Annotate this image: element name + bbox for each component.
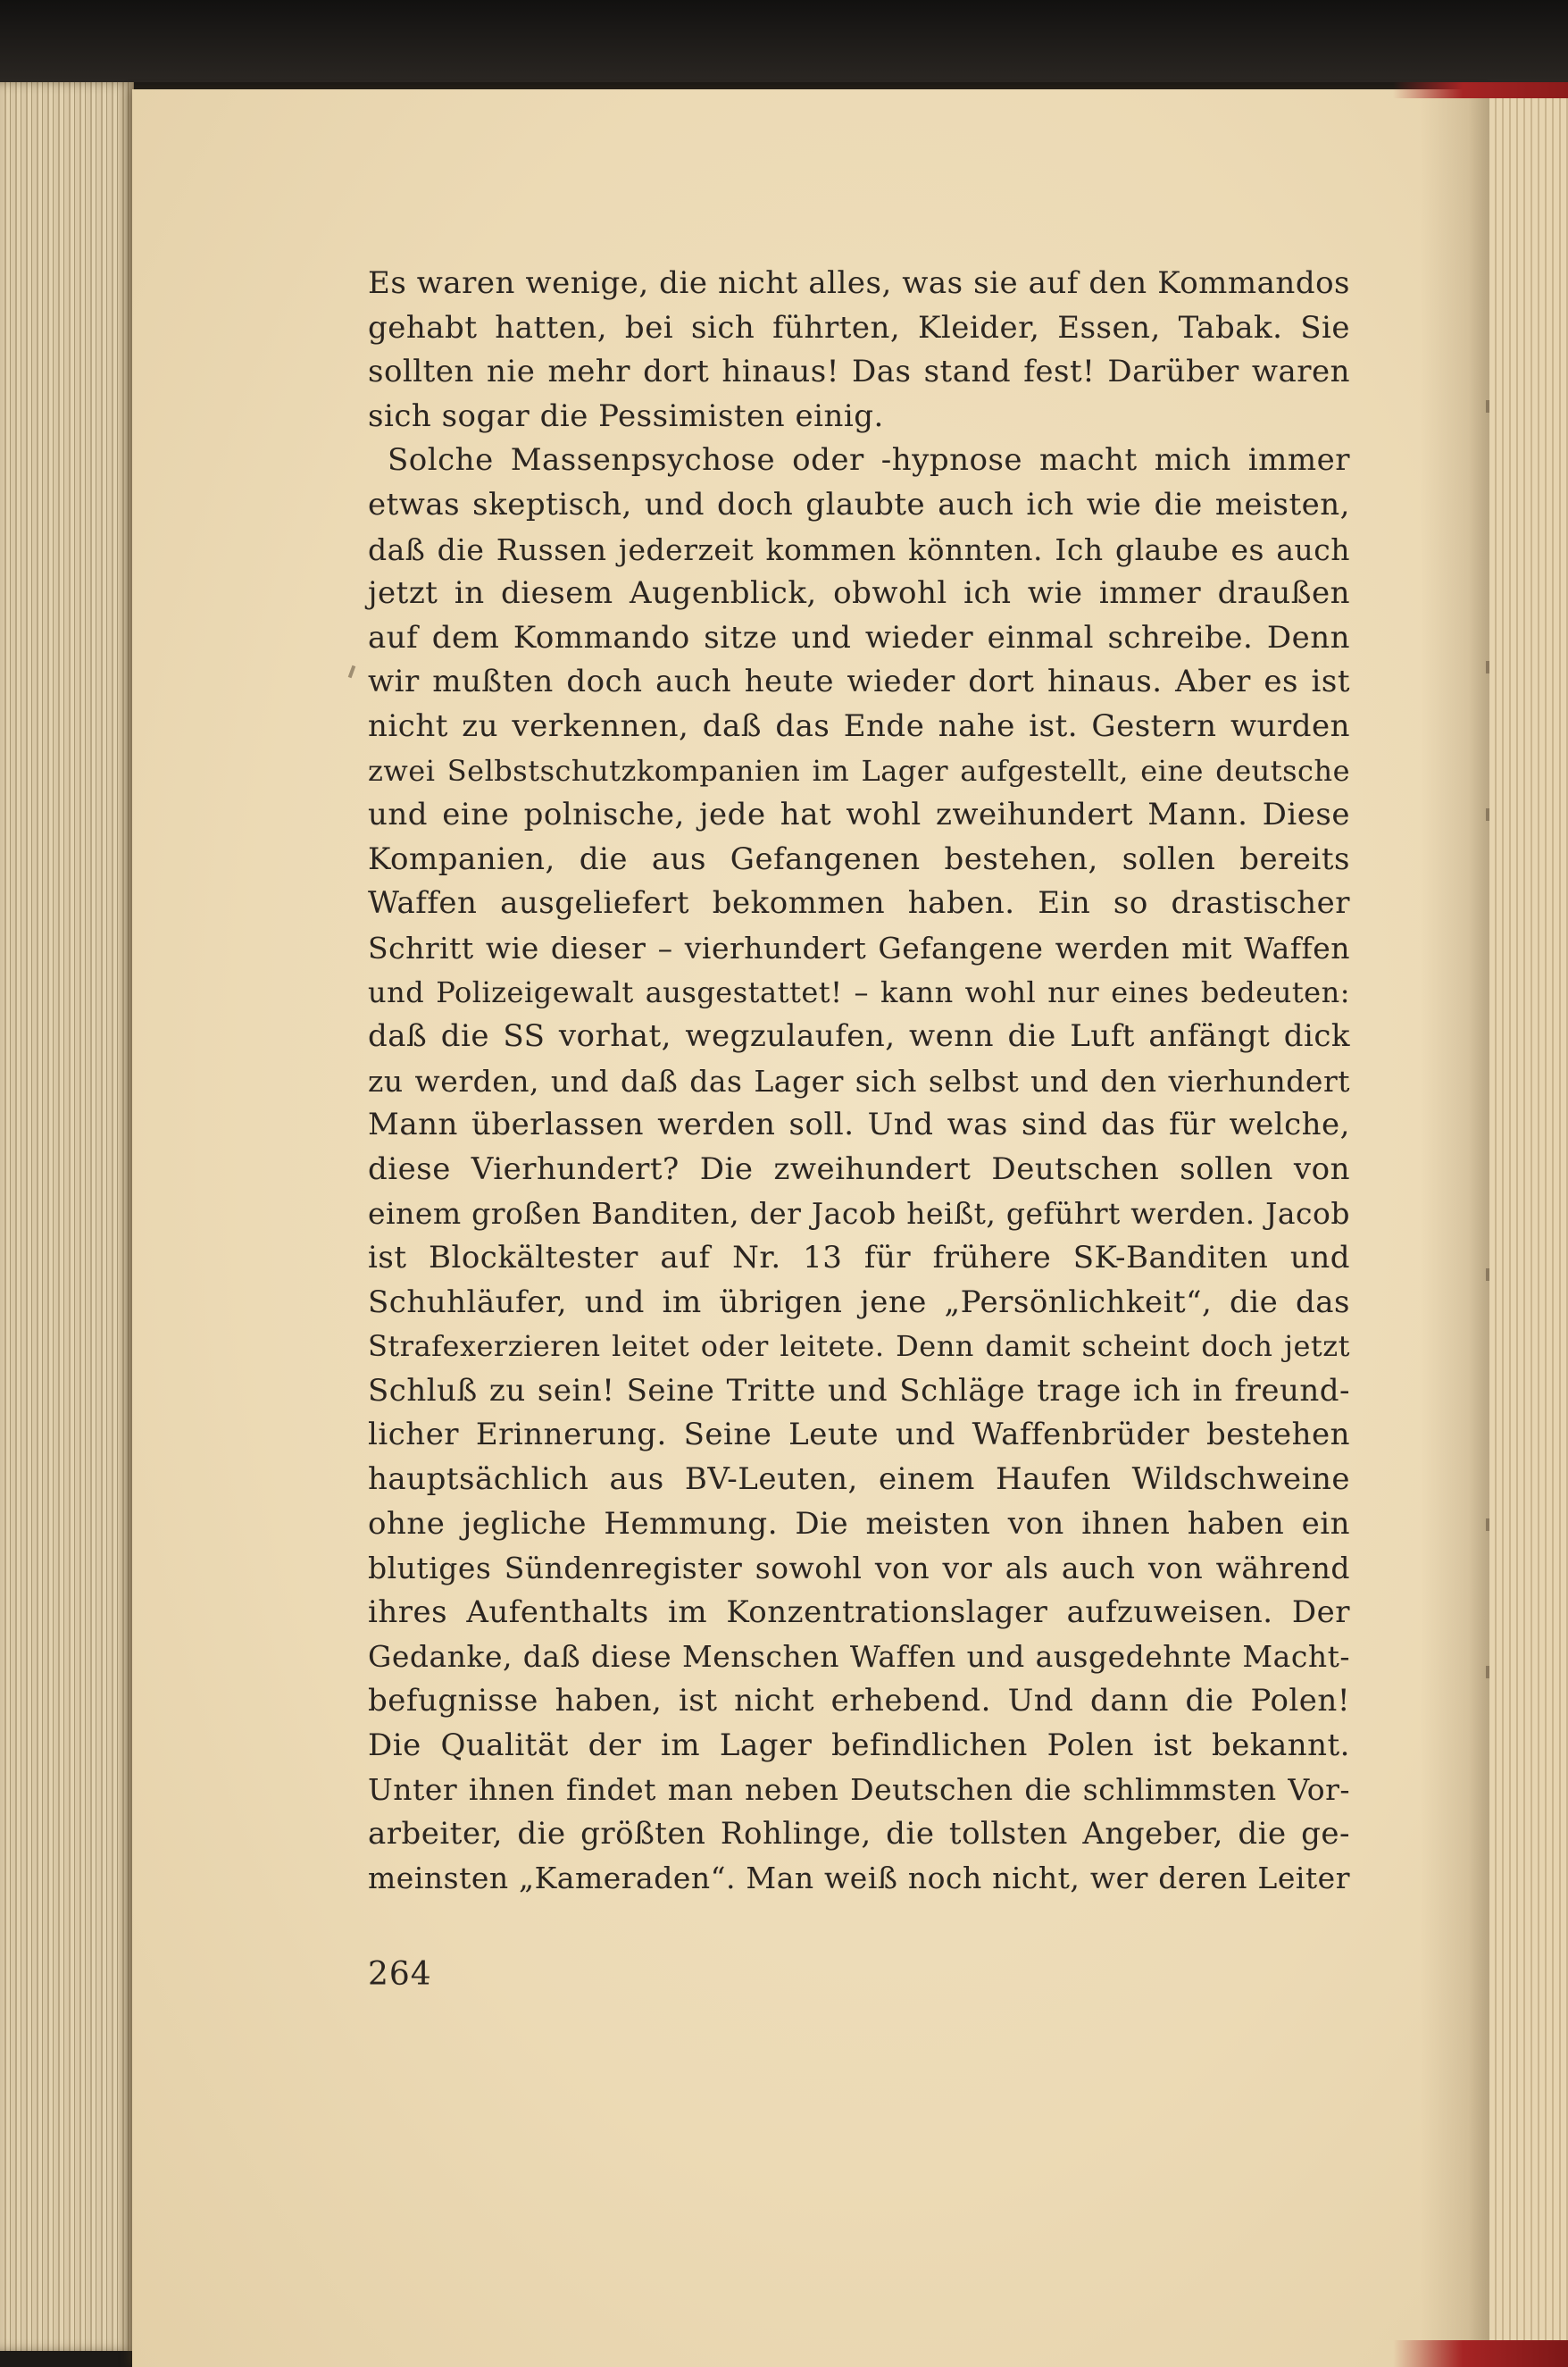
text-line: ohne jegliche Hemmung. Die meisten von ihnen haben ein [368, 1505, 1350, 1542]
text-line: Strafexerzieren leitet oder leitete. Denn damit scheint doch jetzt [368, 1329, 1350, 1364]
text-line: Die Qualität der im Lager befindlichen Polen ist bekannt. [368, 1727, 1350, 1763]
text-line: sollten nie mehr dort hinaus! Das stand fest! Darüber waren [368, 354, 1350, 390]
text-line: Es waren wenige, die nicht alles, was sie auf den Kommandos [368, 265, 1350, 301]
text-line: Schritt wie dieser – vierhundert Gefangene werden mit Waffen [368, 930, 1350, 966]
text-line: einem großen Banditen, der Jacob heißt, geführt werden. Jacob [368, 1196, 1350, 1232]
text-line: hauptsächlich aus BV-Leuten, einem Haufen Wildschweine [368, 1461, 1350, 1498]
page-number: 264 [368, 1956, 432, 1993]
body-text [368, 262, 1350, 1901]
margin-mark [1486, 400, 1489, 413]
margin-mark [1486, 1268, 1489, 1281]
text-line: gehabt hatten, bei sich führten, Kleider, Essen, Tabak. Sie [368, 309, 1350, 346]
text-line: sich sogar die Pessimisten einig. [368, 397, 884, 434]
text-line: wir mußten doch auch heute wieder dort hinaus. Aber es ist [368, 664, 1350, 700]
text-line: Kompanien, die aus Gefangenen bestehen, sollen bereits [368, 841, 1350, 877]
margin-mark [1486, 661, 1489, 673]
text-line: und Polizeigewalt ausgestattet! – kann wohl nur eines bedeuten: [368, 974, 1350, 1009]
text-line: jetzt in diesem Augenblick, obwohl ich wie immer draußen [368, 575, 1350, 612]
text-line: Schuhläufer, und im übrigen jene „Persönlichkeit“, die das [368, 1284, 1350, 1320]
text-line: und eine polnische, jede hat wohl zweihundert Mann. Diese [368, 797, 1350, 833]
text-line: Mann überlassen werden soll. Und was sind das für welche, [368, 1107, 1350, 1143]
text-line: Gedanke, daß diese Menschen Waffen und ausgedehnte Macht- [368, 1639, 1350, 1675]
text-line: Solche Massenpsychose oder -hypnose macht mich immer [388, 442, 1350, 479]
margin-mark [1486, 808, 1489, 821]
page-gutter-shadow [1420, 89, 1489, 2367]
text-line: daß die Russen jederzeit kommen könnten. Ich glaube es auch [368, 531, 1350, 567]
text-line: nicht zu verkennen, daß das Ende nahe ist. Gestern wurden [368, 707, 1350, 744]
margin-mark [1486, 1666, 1489, 1678]
text-line: auf dem Kommando sitze und wieder einmal schreibe. Denn [368, 619, 1350, 656]
text-line: Schluß zu sein! Seine Tritte und Schläge trage ich in freund- [368, 1372, 1350, 1409]
text-line: Unter ihnen findet man neben Deutschen die schlimmsten Vor- [368, 1772, 1350, 1808]
red-cover-edge-top [1393, 82, 1568, 98]
text-line: arbeiter, die größten Rohlinge, die tollsten Angeber, die ge- [368, 1815, 1350, 1852]
text-line: zwei Selbstschutzkompanien im Lager aufgestellt, eine deutsche [368, 753, 1350, 788]
text-line: ist Blockältester auf Nr. 13 für frühere SK-Banditen und [368, 1240, 1350, 1276]
binding-edge [1489, 89, 1568, 2367]
text-line: zu werden, und daß das Lager sich selbst und den vierhundert [368, 1063, 1350, 1099]
margin-mark [1486, 1518, 1489, 1531]
red-cover-edge-bottom [1393, 2340, 1568, 2367]
scanner-bed [0, 0, 1568, 82]
text-line: blutiges Sündenregister sowohl von vor als auch von während [368, 1551, 1350, 1586]
text-line: ihres Aufenthalts im Konzentrationslager aufzuweisen. Der [368, 1593, 1350, 1630]
text-line: licher Erinnerung. Seine Leute und Waffenbrüder bestehen [368, 1417, 1350, 1453]
text-line: meinsten „Kameraden“. Man weiß noch nicht, wer deren Leiter [368, 1861, 1350, 1896]
text-line: befugnisse haben, ist nicht erhebend. Und dann die Polen! [368, 1683, 1350, 1719]
text-line: Waffen ausgeliefert bekommen haben. Ein so drastischer [368, 885, 1350, 922]
text-line: daß die SS vorhat, wegzulaufen, wenn die Luft anfängt dick [368, 1018, 1350, 1055]
text-line: etwas skeptisch, und doch glaubte auch ich wie die meisten, [368, 486, 1350, 523]
text-line: diese Vierhundert? Die zweihundert Deutschen sollen von [368, 1150, 1350, 1187]
page-stack-edge [0, 82, 134, 2351]
